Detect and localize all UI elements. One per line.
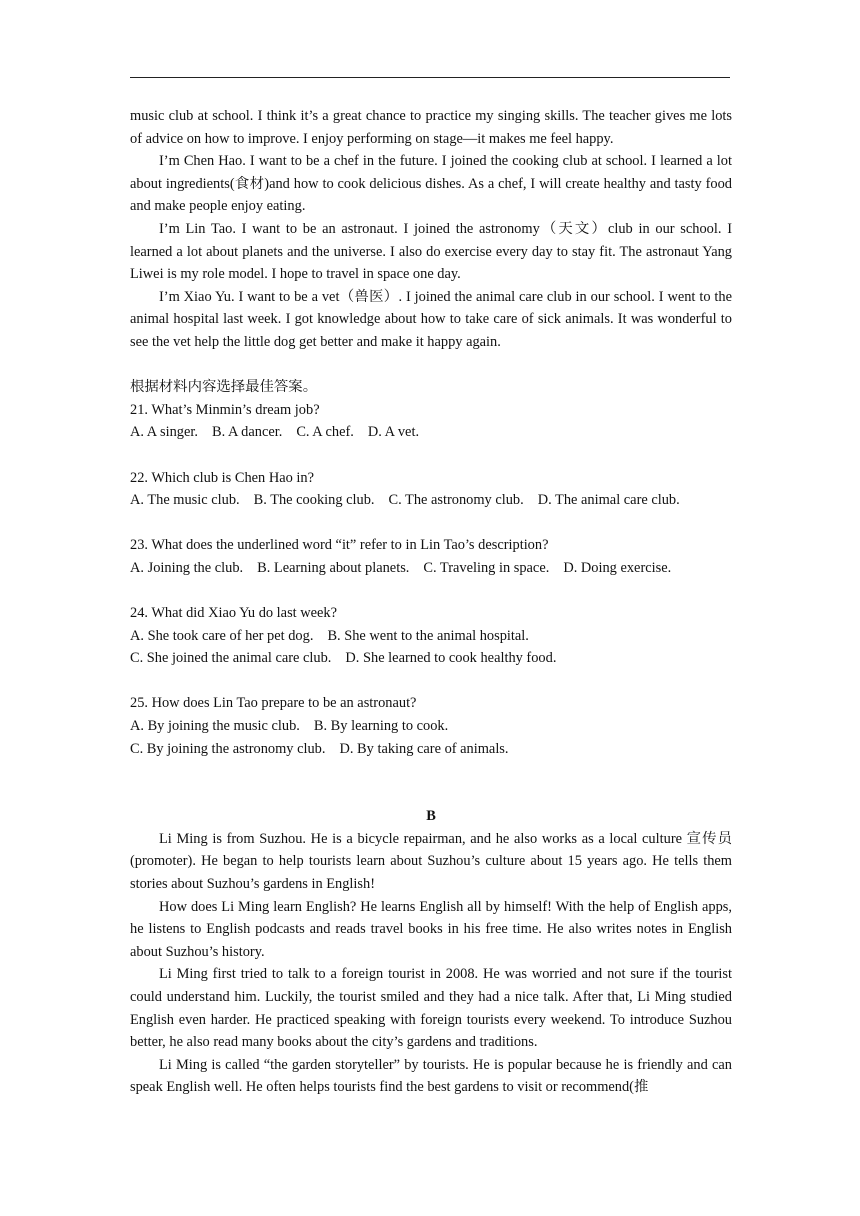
answer-option: D. By taking care of animals. (339, 740, 509, 757)
answer-option: C. The astronomy club. (388, 492, 524, 509)
answer-option: D. A vet. (367, 424, 420, 441)
answer-option: A. She took care of her pet dog. (130, 627, 314, 644)
question-stem: 24. What did Xiao Yu do last week? (130, 605, 338, 622)
passage-a-paragraph: music club at school. I think it’s a great chance to practice my singing skills. The teacher gives me lots of advice on how to improve. I enjoy performing on stage—it makes me feel happy. (130, 108, 732, 147)
passage-a-paragraph: I’m Xiao Yu. I want to be a vet（兽医）. I joined the animal care club in our school. I went to the animal hospital last week. I got knowledge about how to take care of sick animals. It was wonderful to see the vet help the little dog get better and make it happy again. (130, 288, 732, 350)
answer-option: B. She went to the animal hospital. (327, 627, 529, 644)
answer-option: B. By learning to cook. (313, 718, 449, 735)
question-list (130, 399, 732, 761)
passage-b-paragraph: Li Ming is from Suzhou. He is a bicycle repairman, and he also works as a local culture 宣传员(promoter). He began to help tourists learn about Suzhou’s culture about 15 years ago. He tells them stories about Suzhou’s gardens in English! (130, 830, 732, 892)
option-line (130, 421, 732, 444)
option-line (130, 738, 732, 761)
option-line (130, 489, 732, 512)
question-block (130, 444, 732, 512)
answer-option: D. She learned to cook healthy food. (345, 650, 557, 667)
option-line (130, 647, 732, 670)
answer-option: B. The cooking club. (253, 492, 375, 509)
answer-option: A. The music club. (130, 492, 240, 509)
header-rule (130, 77, 730, 78)
passage-a-paragraph: I’m Lin Tao. I want to be an astronaut. I joined the astronomy（天文）club in our school. I learned a lot about planets and the universe. I also do exercise every day to stay fit. The astronaut Yang Liwei is my role model. I hope to travel in space one day. (130, 220, 732, 283)
passage-a-paragraph: I’m Chen Hao. I want to be a chef in the future. I joined the cooking club at school. I learned a lot about ingredients(食材)and how to cook delicious dishes. As a chef, I will create healthy and tasty food and make people enjoy eating. (130, 153, 732, 215)
document-body (130, 105, 732, 1099)
question-stem: 21. What’s Minmin’s dream job? (130, 401, 320, 418)
passage-b-paragraph: How does Li Ming learn English? He learns English all by himself! With the help of English apps, he listens to English podcasts and reads travel books in his free time. He also writes notes in English about Suzhou’s history. (130, 898, 732, 960)
answer-option: A. By joining the music club. (130, 718, 300, 735)
answer-option: C. She joined the animal care club. (130, 650, 332, 667)
question-block (130, 579, 732, 669)
section-title: B (426, 808, 436, 825)
passage-b-paragraph: Li Ming is called “the garden storyteller” by tourists. He is popular because he is friendly and can speak English well. He often helps tourists find the best gardens to visit or recommend(推 (130, 1056, 732, 1096)
answer-option: D. The animal care club. (537, 492, 680, 509)
answer-option: C. A chef. (296, 424, 354, 441)
answer-option: A. Joining the club. (130, 559, 244, 576)
instructions: 根据材料内容选择最佳答案。 (130, 379, 318, 396)
option-line (130, 557, 732, 580)
answer-option: C. By joining the astronomy club. (130, 740, 326, 757)
option-line (130, 625, 732, 648)
question-block (130, 399, 732, 444)
passage-b-paragraph: Li Ming first tried to talk to a foreign tourist in 2008. He was worried and not sure if the tourist could understand him. Luckily, the tourist smiled and they had a nice talk. After that, Li Ming studied English even harder. He practiced speaking with foreign tourists every weekend. To introduce Suzhou better, he also read many books about the city’s gardens and traditions. (130, 966, 732, 1051)
answer-option: D. Doing exercise. (563, 559, 672, 576)
question-stem: 23. What does the underlined word “it” refer to in Lin Tao’s description? (130, 537, 549, 554)
option-line (130, 715, 732, 738)
question-block (130, 512, 732, 580)
answer-option: C. Traveling in space. (423, 559, 550, 576)
answer-option: B. A dancer. (211, 424, 283, 441)
answer-option: B. Learning about planets. (257, 559, 410, 576)
answer-option: A. A singer. (130, 424, 198, 441)
question-stem: 25. How does Lin Tao prepare to be an astronaut? (130, 695, 417, 712)
question-stem: 22. Which club is Chen Hao in? (130, 469, 314, 486)
question-block (130, 670, 732, 760)
